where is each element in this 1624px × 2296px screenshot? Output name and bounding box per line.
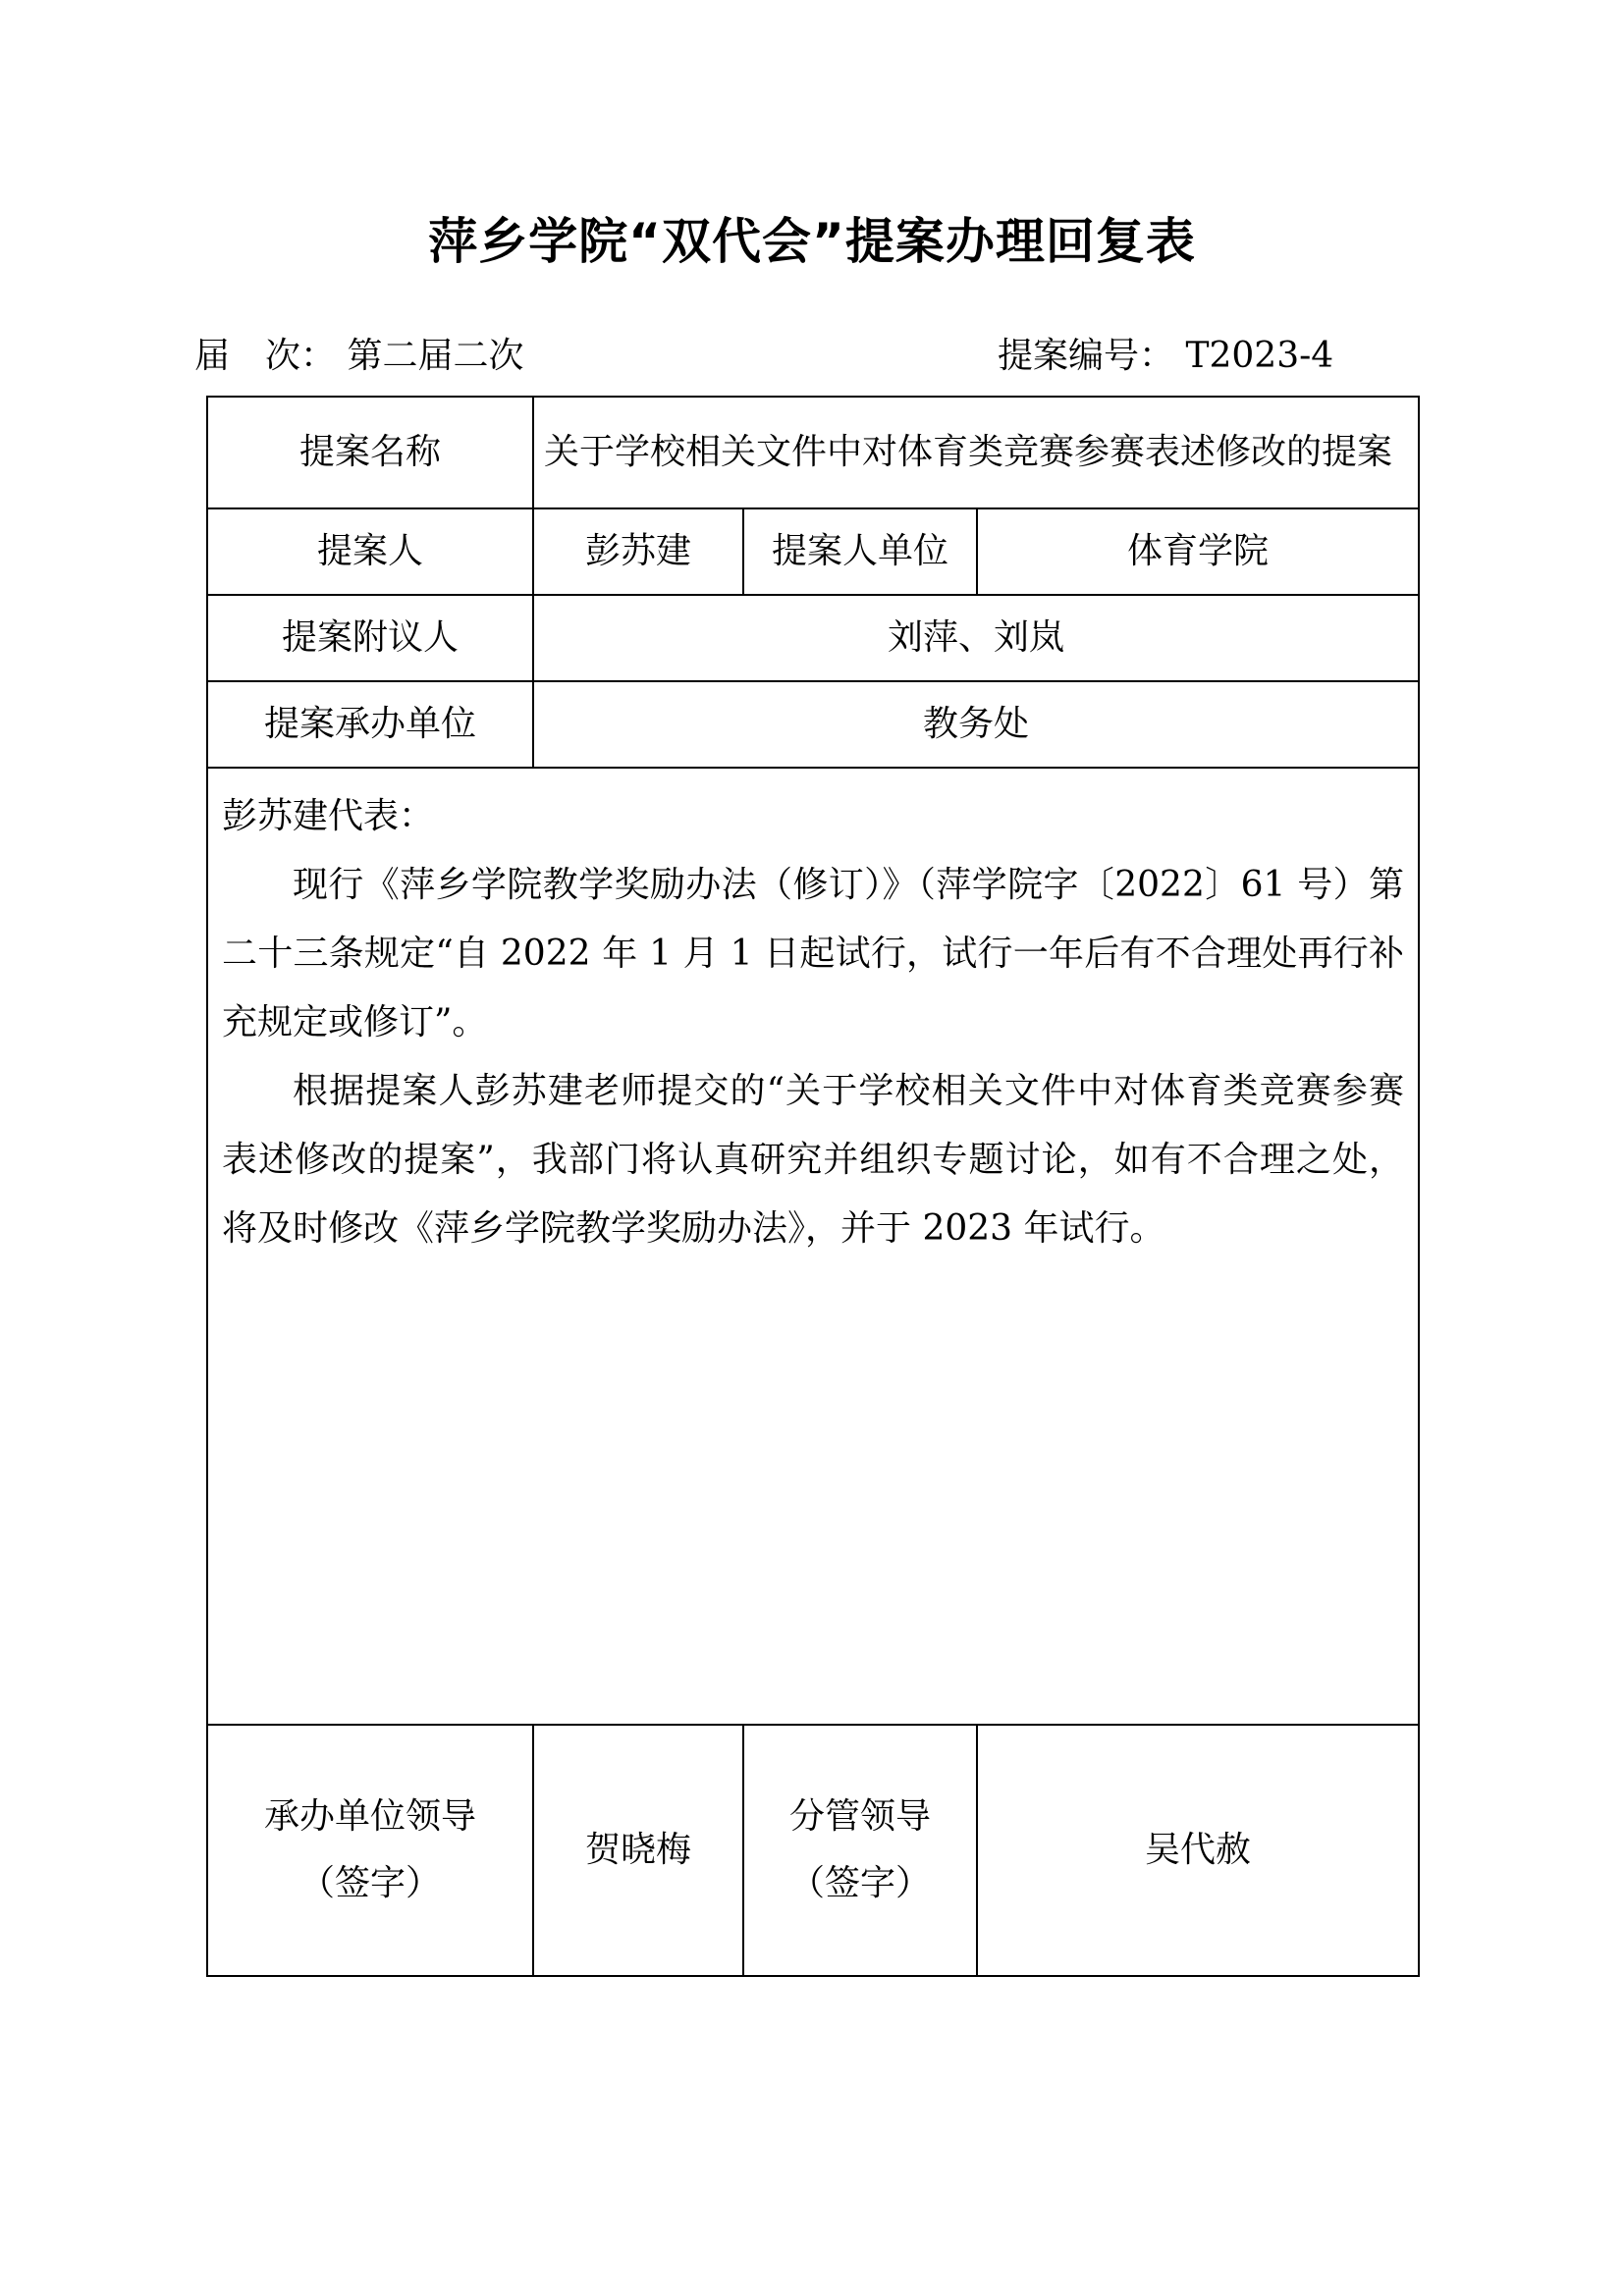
proposal-number-label: 提案编号： (998, 336, 1175, 376)
cosigners-value: 刘萍、刘岚 (533, 595, 1419, 681)
proposer-unit-value: 体育学院 (977, 508, 1419, 595)
proposal-name-value: 关于学校相关文件中对体育类竞赛参赛表述修改的提案 (533, 397, 1419, 508)
handler-label: 提案承办单位 (207, 681, 533, 768)
proposer-label: 提案人 (207, 508, 533, 595)
proposer-unit-label: 提案人单位 (743, 508, 977, 595)
page-title: 萍乡学院“双代会”提案办理回复表 (428, 213, 1196, 270)
handler-leader-label: 承办单位领导 (263, 1796, 476, 1837)
reply-content (207, 768, 1419, 1725)
reply-paragraph: 现行《萍乡学院教学奖励办法（修订）》（萍学院字〔2022〕61 号）第二十三条规定“自 2022 年 1 月 1 日起试行，试行一年后有不合理处再行补充规定或修订”。 (222, 865, 1405, 1042)
cosigners-label: 提案附议人 (207, 595, 533, 681)
session-value: 第二届二次 (347, 336, 524, 376)
proposal-name-label: 提案名称 (207, 397, 533, 508)
row-proposal-name (207, 397, 1419, 508)
row-proposer (207, 508, 1419, 595)
reply-salutation: 彭苏建代表： (222, 796, 435, 836)
supervisor-sign-note: （签字） (788, 1863, 931, 1903)
row-handler (207, 681, 1419, 768)
reply-paragraph: 根据提案人彭苏建老师提交的“关于学校相关文件中对体育类竞赛参赛表述修改的提案”，我部门将认真研究并组织专题讨论，如有不合理之处，将及时修改《萍乡学院教学奖励办法》，并于 2023 年试行。 (222, 1071, 1405, 1249)
row-signatures (207, 1725, 1419, 1976)
handler-leader-name: 贺晓梅 (533, 1725, 743, 1976)
supervisor-cell (743, 1725, 977, 1976)
supervisor-label: 分管领导 (788, 1796, 931, 1837)
handler-value: 教务处 (533, 681, 1419, 768)
proposal-number-value: T2023-4 (1185, 336, 1334, 376)
proposal-number-info (998, 328, 1333, 378)
proposer-value: 彭苏建 (533, 508, 743, 595)
handler-leader-cell (207, 1725, 533, 1976)
handler-leader-sign-note: （签字） (298, 1863, 441, 1903)
session-label: 届 次： (194, 336, 337, 376)
row-reply (207, 768, 1419, 1725)
proposal-reply-table (206, 396, 1420, 1977)
row-cosigners (207, 595, 1419, 681)
supervisor-name: 吴代赦 (977, 1725, 1419, 1976)
session-info (194, 328, 523, 378)
